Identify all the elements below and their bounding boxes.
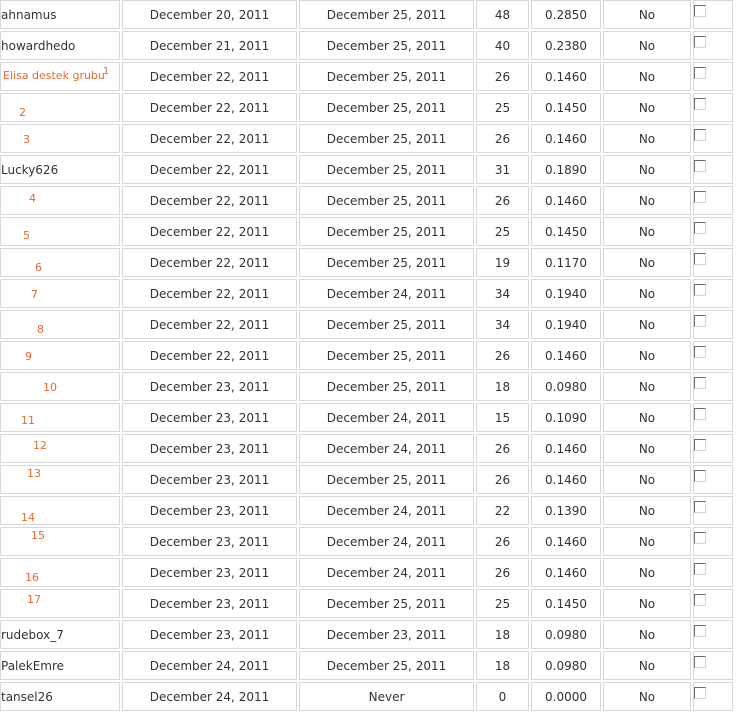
member-username-cell[interactable] <box>0 124 120 153</box>
member-select-checkbox[interactable] <box>694 563 706 575</box>
member-username-link[interactable]: howardhedo <box>1 38 76 53</box>
member-last-visit: Never <box>299 682 474 711</box>
member-username-link[interactable]: 4 <box>29 191 36 205</box>
member-username-cell[interactable] <box>0 589 120 618</box>
member-joined-date: December 22, 2011 <box>122 62 297 91</box>
member-ratio: 0.0980 <box>531 372 601 401</box>
member-username-link[interactable]: 15 <box>31 528 45 542</box>
member-username-cell[interactable] <box>0 93 120 122</box>
member-username-link[interactable]: 11 <box>21 413 35 427</box>
member-select-checkbox[interactable] <box>694 656 706 668</box>
member-ratio: 0.1450 <box>531 217 601 246</box>
table-row <box>0 0 733 29</box>
member-select-checkbox[interactable] <box>694 377 706 389</box>
member-select-cell[interactable] <box>693 403 733 432</box>
member-ratio: 0.1390 <box>531 496 601 525</box>
member-last-visit: December 25, 2011 <box>299 651 474 680</box>
member-username-link[interactable]: Lucky626 <box>1 162 59 177</box>
member-ratio: 0.0000 <box>531 682 601 711</box>
member-username-link[interactable]: 6 <box>35 260 42 274</box>
member-select-cell[interactable] <box>693 527 733 556</box>
member-select-checkbox[interactable] <box>694 408 706 420</box>
member-select-checkbox[interactable] <box>694 687 706 699</box>
member-last-visit: December 25, 2011 <box>299 465 474 494</box>
member-select-checkbox[interactable] <box>694 501 706 513</box>
member-post-count: 22 <box>476 496 529 525</box>
member-username-cell[interactable] <box>0 682 120 711</box>
member-select-cell[interactable] <box>693 93 733 122</box>
member-username-superscript: 1 <box>102 65 110 77</box>
member-joined-date: December 23, 2011 <box>122 620 297 649</box>
member-select-checkbox[interactable] <box>694 5 706 17</box>
member-username-cell[interactable] <box>0 527 120 556</box>
member-select-checkbox[interactable] <box>694 315 706 327</box>
member-joined-date: December 24, 2011 <box>122 651 297 680</box>
member-username-link[interactable]: 16 <box>25 570 39 584</box>
table-row <box>0 31 733 60</box>
table-row <box>0 93 733 122</box>
member-joined-date: December 22, 2011 <box>122 186 297 215</box>
member-joined-date: December 23, 2011 <box>122 465 297 494</box>
member-joined-date: December 22, 2011 <box>122 310 297 339</box>
member-username-cell[interactable] <box>0 434 120 463</box>
member-banned-status: No <box>603 620 691 649</box>
member-ratio: 0.1460 <box>531 558 601 587</box>
member-username-link[interactable]: 12 <box>33 438 47 452</box>
member-select-cell[interactable] <box>693 186 733 215</box>
member-post-count: 34 <box>476 279 529 308</box>
member-ratio: 0.0980 <box>531 651 601 680</box>
member-joined-date: December 24, 2011 <box>122 682 297 711</box>
member-banned-status: No <box>603 496 691 525</box>
member-username-cell[interactable] <box>0 279 120 308</box>
member-ratio: 0.1460 <box>531 527 601 556</box>
member-username-cell[interactable] <box>0 372 120 401</box>
member-username-link[interactable]: 2 <box>19 105 26 119</box>
member-username-cell[interactable] <box>0 558 120 587</box>
member-ratio: 0.1460 <box>531 186 601 215</box>
member-username-link[interactable]: 8 <box>37 322 44 336</box>
member-ratio: 0.1460 <box>531 341 601 370</box>
table-row <box>0 434 733 463</box>
member-username-link[interactable]: Elisa destek grubu <box>3 68 105 82</box>
member-select-cell[interactable] <box>693 682 733 711</box>
member-post-count: 26 <box>476 465 529 494</box>
member-username-cell[interactable] <box>0 403 120 432</box>
member-post-count: 26 <box>476 62 529 91</box>
member-ratio: 0.2850 <box>531 0 601 29</box>
member-select-cell[interactable] <box>693 279 733 308</box>
member-last-visit: December 24, 2011 <box>299 496 474 525</box>
member-last-visit: December 24, 2011 <box>299 403 474 432</box>
member-last-visit: December 25, 2011 <box>299 155 474 184</box>
member-last-visit: December 24, 2011 <box>299 527 474 556</box>
member-select-cell[interactable] <box>693 124 733 153</box>
member-joined-date: December 22, 2011 <box>122 217 297 246</box>
member-banned-status: No <box>603 527 691 556</box>
member-username-cell[interactable] <box>0 217 120 246</box>
table-row <box>0 155 733 184</box>
member-select-cell[interactable] <box>693 310 733 339</box>
member-select-cell[interactable] <box>693 372 733 401</box>
member-post-count: 26 <box>476 527 529 556</box>
member-username-cell[interactable] <box>0 310 120 339</box>
member-last-visit: December 25, 2011 <box>299 93 474 122</box>
member-post-count: 15 <box>476 403 529 432</box>
member-last-visit: December 23, 2011 <box>299 620 474 649</box>
member-ratio: 0.1460 <box>531 434 601 463</box>
member-ratio: 0.1170 <box>531 248 601 277</box>
member-ratio: 0.1090 <box>531 403 601 432</box>
member-select-cell[interactable] <box>693 651 733 680</box>
member-last-visit: December 24, 2011 <box>299 558 474 587</box>
member-post-count: 0 <box>476 682 529 711</box>
member-last-visit: December 24, 2011 <box>299 434 474 463</box>
member-banned-status: No <box>603 31 691 60</box>
member-post-count: 40 <box>476 31 529 60</box>
member-post-count: 31 <box>476 155 529 184</box>
member-last-visit: December 25, 2011 <box>299 372 474 401</box>
member-ratio: 0.1450 <box>531 589 601 618</box>
member-username-cell[interactable] <box>0 341 120 370</box>
member-post-count: 18 <box>476 651 529 680</box>
member-banned-status: No <box>603 186 691 215</box>
member-username-link[interactable]: 7 <box>31 287 38 301</box>
member-select-checkbox[interactable] <box>694 67 706 79</box>
member-select-checkbox[interactable] <box>694 160 706 172</box>
member-banned-status: No <box>603 558 691 587</box>
member-username-link[interactable]: 10 <box>43 380 57 394</box>
table-row <box>0 465 733 494</box>
member-joined-date: December 22, 2011 <box>122 279 297 308</box>
member-last-visit: December 25, 2011 <box>299 186 474 215</box>
table-row <box>0 372 733 401</box>
member-joined-date: December 23, 2011 <box>122 372 297 401</box>
member-last-visit: December 25, 2011 <box>299 62 474 91</box>
member-joined-date: December 23, 2011 <box>122 403 297 432</box>
member-ratio: 0.1450 <box>531 93 601 122</box>
member-joined-date: December 23, 2011 <box>122 589 297 618</box>
member-joined-date: December 23, 2011 <box>122 496 297 525</box>
table-row <box>0 186 733 215</box>
member-select-cell[interactable] <box>693 155 733 184</box>
member-banned-status: No <box>603 248 691 277</box>
member-ratio: 0.2380 <box>531 31 601 60</box>
table-row <box>0 682 733 711</box>
member-username-cell[interactable] <box>0 31 120 60</box>
member-last-visit: December 25, 2011 <box>299 589 474 618</box>
table-row <box>0 620 733 649</box>
member-banned-status: No <box>603 310 691 339</box>
member-select-cell[interactable] <box>693 31 733 60</box>
member-select-cell[interactable] <box>693 620 733 649</box>
table-row <box>0 279 733 308</box>
member-joined-date: December 22, 2011 <box>122 124 297 153</box>
member-username-cell[interactable] <box>0 465 120 494</box>
member-last-visit: December 25, 2011 <box>299 310 474 339</box>
member-username-link[interactable]: 5 <box>23 228 30 242</box>
member-post-count: 26 <box>476 341 529 370</box>
member-select-cell[interactable] <box>693 465 733 494</box>
member-post-count: 34 <box>476 310 529 339</box>
member-select-cell[interactable] <box>693 589 733 618</box>
member-select-cell[interactable] <box>693 217 733 246</box>
member-post-count: 26 <box>476 558 529 587</box>
member-banned-status: No <box>603 434 691 463</box>
member-username-link[interactable]: PalekEmre <box>1 658 65 673</box>
table-row <box>0 248 733 277</box>
member-select-cell[interactable] <box>693 434 733 463</box>
member-ratio: 0.1940 <box>531 279 601 308</box>
member-ratio: 0.1890 <box>531 155 601 184</box>
table-row <box>0 558 733 587</box>
member-post-count: 18 <box>476 620 529 649</box>
member-select-checkbox[interactable] <box>694 346 706 358</box>
member-select-checkbox[interactable] <box>694 439 706 451</box>
member-username-cell[interactable] <box>0 186 120 215</box>
member-post-count: 25 <box>476 93 529 122</box>
member-joined-date: December 23, 2011 <box>122 527 297 556</box>
member-username-cell[interactable] <box>0 248 120 277</box>
member-select-checkbox[interactable] <box>694 129 706 141</box>
member-username-link[interactable]: 13 <box>27 466 41 480</box>
member-username-cell[interactable] <box>0 496 120 525</box>
member-banned-status: No <box>603 589 691 618</box>
table-row <box>0 124 733 153</box>
member-username-cell[interactable] <box>0 651 120 680</box>
member-ratio: 0.0980 <box>531 620 601 649</box>
member-last-visit: December 25, 2011 <box>299 341 474 370</box>
member-banned-status: No <box>603 62 691 91</box>
member-select-checkbox[interactable] <box>694 594 706 606</box>
table-row <box>0 217 733 246</box>
member-last-visit: December 24, 2011 <box>299 279 474 308</box>
member-banned-status: No <box>603 651 691 680</box>
member-username-cell[interactable] <box>0 620 120 649</box>
table-row <box>0 403 733 432</box>
member-banned-status: No <box>603 465 691 494</box>
member-username-link[interactable]: 14 <box>21 510 35 524</box>
member-username-link[interactable]: tansel26 <box>1 689 53 704</box>
member-banned-status: No <box>603 217 691 246</box>
member-joined-date: December 20, 2011 <box>122 0 297 29</box>
member-last-visit: December 25, 2011 <box>299 217 474 246</box>
member-joined-date: December 22, 2011 <box>122 341 297 370</box>
member-banned-status: No <box>603 0 691 29</box>
member-post-count: 26 <box>476 434 529 463</box>
member-username-cell[interactable] <box>0 0 120 29</box>
member-select-cell[interactable] <box>693 341 733 370</box>
member-select-checkbox[interactable] <box>694 36 706 48</box>
member-banned-status: No <box>603 403 691 432</box>
member-username-link[interactable]: rudebox_7 <box>1 627 64 642</box>
member-post-count: 26 <box>476 124 529 153</box>
member-username-cell[interactable] <box>0 62 120 91</box>
member-joined-date: December 22, 2011 <box>122 93 297 122</box>
member-last-visit: December 25, 2011 <box>299 31 474 60</box>
member-username-link[interactable]: 9 <box>25 349 32 363</box>
member-joined-date: December 22, 2011 <box>122 155 297 184</box>
member-banned-status: No <box>603 682 691 711</box>
member-post-count: 19 <box>476 248 529 277</box>
member-username-link[interactable]: 17 <box>27 592 41 606</box>
member-joined-date: December 21, 2011 <box>122 31 297 60</box>
table-row <box>0 651 733 680</box>
table-row <box>0 341 733 370</box>
member-select-cell[interactable] <box>693 62 733 91</box>
member-banned-status: No <box>603 93 691 122</box>
member-last-visit: December 25, 2011 <box>299 0 474 29</box>
table-row <box>0 496 733 525</box>
member-banned-status: No <box>603 155 691 184</box>
member-select-checkbox[interactable] <box>694 532 706 544</box>
member-last-visit: December 25, 2011 <box>299 124 474 153</box>
table-row <box>0 62 733 91</box>
member-post-count: 25 <box>476 217 529 246</box>
member-select-checkbox[interactable] <box>694 625 706 637</box>
member-joined-date: December 22, 2011 <box>122 248 297 277</box>
member-last-visit: December 25, 2011 <box>299 248 474 277</box>
member-banned-status: No <box>603 279 691 308</box>
table-row <box>0 527 733 556</box>
member-ratio: 0.1940 <box>531 310 601 339</box>
member-select-checkbox[interactable] <box>694 470 706 482</box>
member-joined-date: December 23, 2011 <box>122 558 297 587</box>
member-select-checkbox[interactable] <box>694 98 706 110</box>
member-banned-status: No <box>603 341 691 370</box>
member-post-count: 25 <box>476 589 529 618</box>
table-row <box>0 589 733 618</box>
member-ratio: 0.1460 <box>531 124 601 153</box>
member-select-checkbox[interactable] <box>694 222 706 234</box>
member-banned-status: No <box>603 372 691 401</box>
table-row <box>0 310 733 339</box>
member-ratio: 0.1460 <box>531 62 601 91</box>
member-banned-status: No <box>603 124 691 153</box>
member-post-count: 48 <box>476 0 529 29</box>
member-post-count: 26 <box>476 186 529 215</box>
member-select-cell[interactable] <box>693 558 733 587</box>
member-username-cell[interactable] <box>0 155 120 184</box>
member-username-link[interactable]: ahnamus <box>1 7 57 22</box>
member-select-cell[interactable] <box>693 0 733 29</box>
member-post-count: 18 <box>476 372 529 401</box>
member-select-checkbox[interactable] <box>694 284 706 296</box>
member-select-cell[interactable] <box>693 248 733 277</box>
member-ratio: 0.1460 <box>531 465 601 494</box>
member-select-checkbox[interactable] <box>694 191 706 203</box>
member-joined-date: December 23, 2011 <box>122 434 297 463</box>
member-select-cell[interactable] <box>693 496 733 525</box>
member-username-link[interactable]: 3 <box>23 132 30 146</box>
member-select-checkbox[interactable] <box>694 253 706 265</box>
